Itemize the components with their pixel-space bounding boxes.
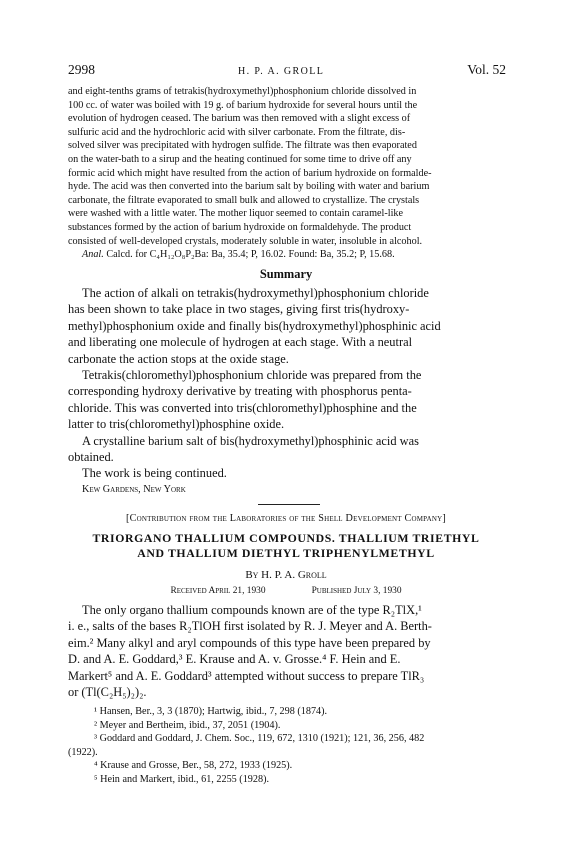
intro-line: eim.² Many alkyl and aryl compounds of this type have been prepared by xyxy=(68,635,431,650)
contribution-line: [Contribution from the Laboratories of the Shell Development Company] xyxy=(126,513,446,524)
text-line: evolution of hydrogen ceased. The barium was then removed with a slight excess of xyxy=(68,113,411,125)
running-head: H. P. A. GROLL xyxy=(237,66,325,77)
intro-line: Markert⁵ and A. E. Goddard³ attempted without success to prepare TlR₃ xyxy=(68,668,425,683)
footnote-continuation: (1922). xyxy=(68,746,98,758)
section-divider xyxy=(258,504,320,505)
footnote: ⁴ Krause and Grosse, Ber., 58, 272, 1933 (1925). xyxy=(94,760,293,772)
footnote: ² Meyer and Bertheim, ibid., 37, 2051 (1904). xyxy=(94,719,281,731)
published-date: Published July 3, 1930 xyxy=(311,586,402,596)
text-line: were washed with a little water. The mother liquor seemed to contain caramel-like xyxy=(68,208,404,220)
location-line: Kew Gardens, New York xyxy=(82,483,186,495)
text-line: hyde. The acid was then converted into the barium salt by boiling with water and barium xyxy=(68,181,430,193)
text-line: sulfuric acid and the hydrochloric acid with silver carbonate. From the filtrate, dis- xyxy=(68,126,406,138)
summary-line: obtained. xyxy=(68,450,114,465)
page-header xyxy=(68,62,506,78)
text-line: consisted of well-developed crystals, moderately soluble in water, insoluble in alcohol. xyxy=(68,235,423,247)
summary-line: latter to tris(chloromethyl)phosphine oxide. xyxy=(68,417,285,432)
summary-line: methyl)phosphonium oxide and finally bis(hydroxymethyl)phosphinic acid xyxy=(68,318,441,333)
analysis-label: Anal. xyxy=(82,249,104,261)
byline: By H. P. A. Groll xyxy=(245,569,327,581)
summary-line: has been shown to take place in two stages, giving first tris(hydroxy- xyxy=(68,302,410,317)
summary-line: A crystalline barium salt of bis(hydroxymethyl)phosphinic acid was xyxy=(82,433,419,448)
intro-line: The only organo thallium compounds known are of the type R₂TlX,¹ xyxy=(82,603,422,617)
summary-line: corresponding hydroxy derivative by treating with phosphorus penta- xyxy=(68,384,412,399)
summary-line: and liberating one molecule of hydrogen at each stage. With a neutral xyxy=(68,335,413,350)
analysis-text: Calcd. for C₄H₁₂O₈P₂Ba: Ba, 35.4; P, 16.02. Found: Ba, 35.2; P, 15.68. xyxy=(106,249,395,261)
footnote: ³ Goddard and Goddard, J. Chem. Soc., 119, 672, 1310 (1921); 121, 36, 256, 482 xyxy=(94,733,425,745)
title-line: TRIORGANO THALLIUM COMPOUNDS. THALLIUM TRIETHYL xyxy=(92,531,480,545)
intro-line: D. and A. E. Goddard,³ E. Krause and A. v. Grosse.⁴ F. Hein and E. xyxy=(68,652,401,667)
title-line: AND THALLIUM DIETHYL TRIPHENYLMETHYL xyxy=(137,546,435,560)
received-date: Received April 21, 1930 xyxy=(170,586,266,596)
text-line: on the water-bath to a sirup and the heating continued for some time to drive off any xyxy=(68,153,412,165)
summary-line: The action of alkali on tetrakis(hydroxymethyl)phosphonium chloride xyxy=(82,286,429,300)
summary-line: The work is being continued. xyxy=(82,466,227,481)
intro-line: i. e., salts of the bases R₂TlOH first isolated by R. J. Meyer and A. Berth- xyxy=(68,619,432,634)
text-line: substances formed by the action of barium hydroxide on formaldehyde. The product xyxy=(68,221,412,233)
footnote: ⁵ Hein and Markert, ibid., 61, 2255 (1928). xyxy=(94,773,270,785)
text-line: solved silver was precipitated with hydrogen sulfide. The filtrate was then evaporated xyxy=(68,140,417,152)
page-number: 2998 xyxy=(68,62,95,77)
summary-line: Tetrakis(chloromethyl)phosphonium chloride was prepared from the xyxy=(82,368,422,383)
text-line: 100 cc. of water was boiled with 19 g. of barium hydroxide for several hours until the xyxy=(68,99,418,111)
intro-paragraph xyxy=(68,602,504,700)
article-title xyxy=(68,531,504,561)
dates-line xyxy=(68,585,504,599)
summary-heading: Summary xyxy=(259,267,313,281)
analysis-line xyxy=(68,248,504,262)
summary-line: chloride. This was converted into tris(chloromethyl)phosphine and the xyxy=(68,400,417,415)
text-line: and eight-tenths grams of tetrakis(hydroxymethyl)phosphonium chloride dissolved in xyxy=(68,86,417,97)
summary-line: carbonate the action stops at the oxide stage. xyxy=(68,351,289,366)
footnotes xyxy=(68,705,504,787)
experimental-paragraph xyxy=(68,85,504,262)
text-line: carbonate, the filtrate evaporated to small bulk and allowed to crystallize. The crystals xyxy=(68,194,420,206)
intro-line: or (Tl(C₂H₅)₂)₂. xyxy=(68,685,147,700)
summary-section xyxy=(68,267,504,496)
footnote: ¹ Hansen, Ber., 3, 3 (1870); Hartwig, ibid., 7, 298 (1874). xyxy=(94,706,328,717)
summary-body xyxy=(68,285,504,482)
volume-label: Vol. 52 xyxy=(467,62,506,77)
text-line: formic acid which might have resulted from the action of barium hydroxide on formalde- xyxy=(68,167,432,179)
